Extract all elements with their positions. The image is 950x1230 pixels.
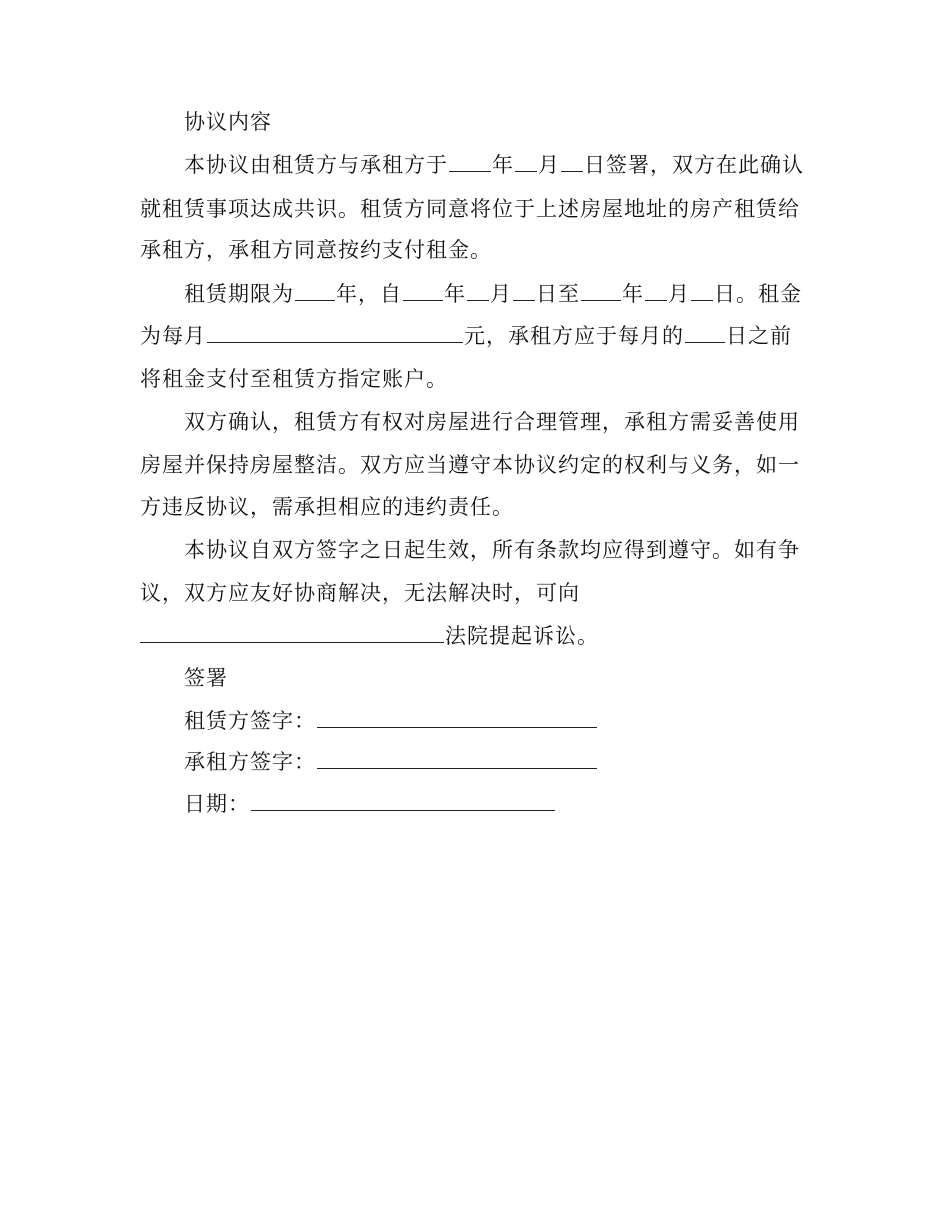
date-blank[interactable] <box>251 790 555 811</box>
start-day-text: 日至 <box>536 282 580 306</box>
year-blank[interactable] <box>449 151 491 172</box>
rent-suffix: 日之前 <box>726 324 792 348</box>
end-month-text: 月 <box>668 282 690 306</box>
lessor-signature-blank[interactable] <box>317 707 597 728</box>
day-blank[interactable] <box>561 151 583 172</box>
lessor-signature-label: 租赁方签字： <box>184 709 316 733</box>
pay-day-blank[interactable] <box>685 322 725 343</box>
start-year-blank[interactable] <box>403 280 443 301</box>
start-month-blank[interactable] <box>467 280 489 301</box>
month-text: 月 <box>538 153 560 177</box>
para1-line1 <box>184 151 804 179</box>
para1-text-start: 本协议由租赁方与承租方于 <box>184 153 448 177</box>
month-blank[interactable] <box>515 151 537 172</box>
para1-line3: 承租方，承租方同意按约支付租金。 <box>140 238 492 262</box>
end-year-blank[interactable] <box>581 280 621 301</box>
court-suffix: 法院提起诉讼。 <box>445 624 599 648</box>
year-text: 年 <box>492 153 514 177</box>
signature-title: 签署 <box>184 666 228 690</box>
lessee-signature-blank[interactable] <box>317 748 597 769</box>
para3-line2: 房屋并保持房屋整洁。双方应当遵守本协议约定的权利与义务，如一 <box>140 453 800 477</box>
para4-line2: 议，双方应友好协商解决，无法解决时，可向 <box>140 581 580 605</box>
lessor-signature-row <box>184 707 598 735</box>
end-day-text: 日。租金 <box>714 282 802 306</box>
start-day-blank[interactable] <box>513 280 535 301</box>
end-year-text: 年 <box>622 282 644 306</box>
end-day-blank[interactable] <box>691 280 713 301</box>
para2-line3: 将租金支付至租赁方指定账户。 <box>140 367 448 391</box>
section-title: 协议内容 <box>184 110 272 134</box>
start-year-text: 年 <box>444 282 466 306</box>
court-name-blank[interactable] <box>140 622 444 643</box>
lessee-signature-label: 承租方签字： <box>184 750 316 774</box>
rent-amount-blank[interactable] <box>207 322 463 343</box>
date-row <box>184 790 556 818</box>
start-month-text: 月 <box>490 282 512 306</box>
para4-line3 <box>140 622 599 650</box>
para2-line2 <box>140 322 792 350</box>
lessee-signature-row <box>184 748 598 776</box>
rent-prefix: 为每月 <box>140 324 206 348</box>
para3-line3: 方违反协议，需承担相应的违约责任。 <box>140 495 514 519</box>
para4-line1: 本协议自双方签字之日起生效，所有条款均应得到遵守。如有争 <box>184 538 800 562</box>
term-year-from: 年，自 <box>336 282 402 306</box>
date-label: 日期： <box>184 792 250 816</box>
day-signed-text: 日签署，双方在此确认 <box>584 153 804 177</box>
para2-line1 <box>184 280 802 308</box>
end-month-blank[interactable] <box>645 280 667 301</box>
term-years-blank[interactable] <box>295 280 335 301</box>
rent-mid: 元，承租方应于每月的 <box>464 324 684 348</box>
term-prefix: 租赁期限为 <box>184 282 294 306</box>
para3-line1: 双方确认，租赁方有权对房屋进行合理管理，承租方需妥善使用 <box>184 410 800 434</box>
para1-line2: 就租赁事项达成共识。租赁方同意将位于上述房屋地址的房产租赁给 <box>140 197 800 221</box>
